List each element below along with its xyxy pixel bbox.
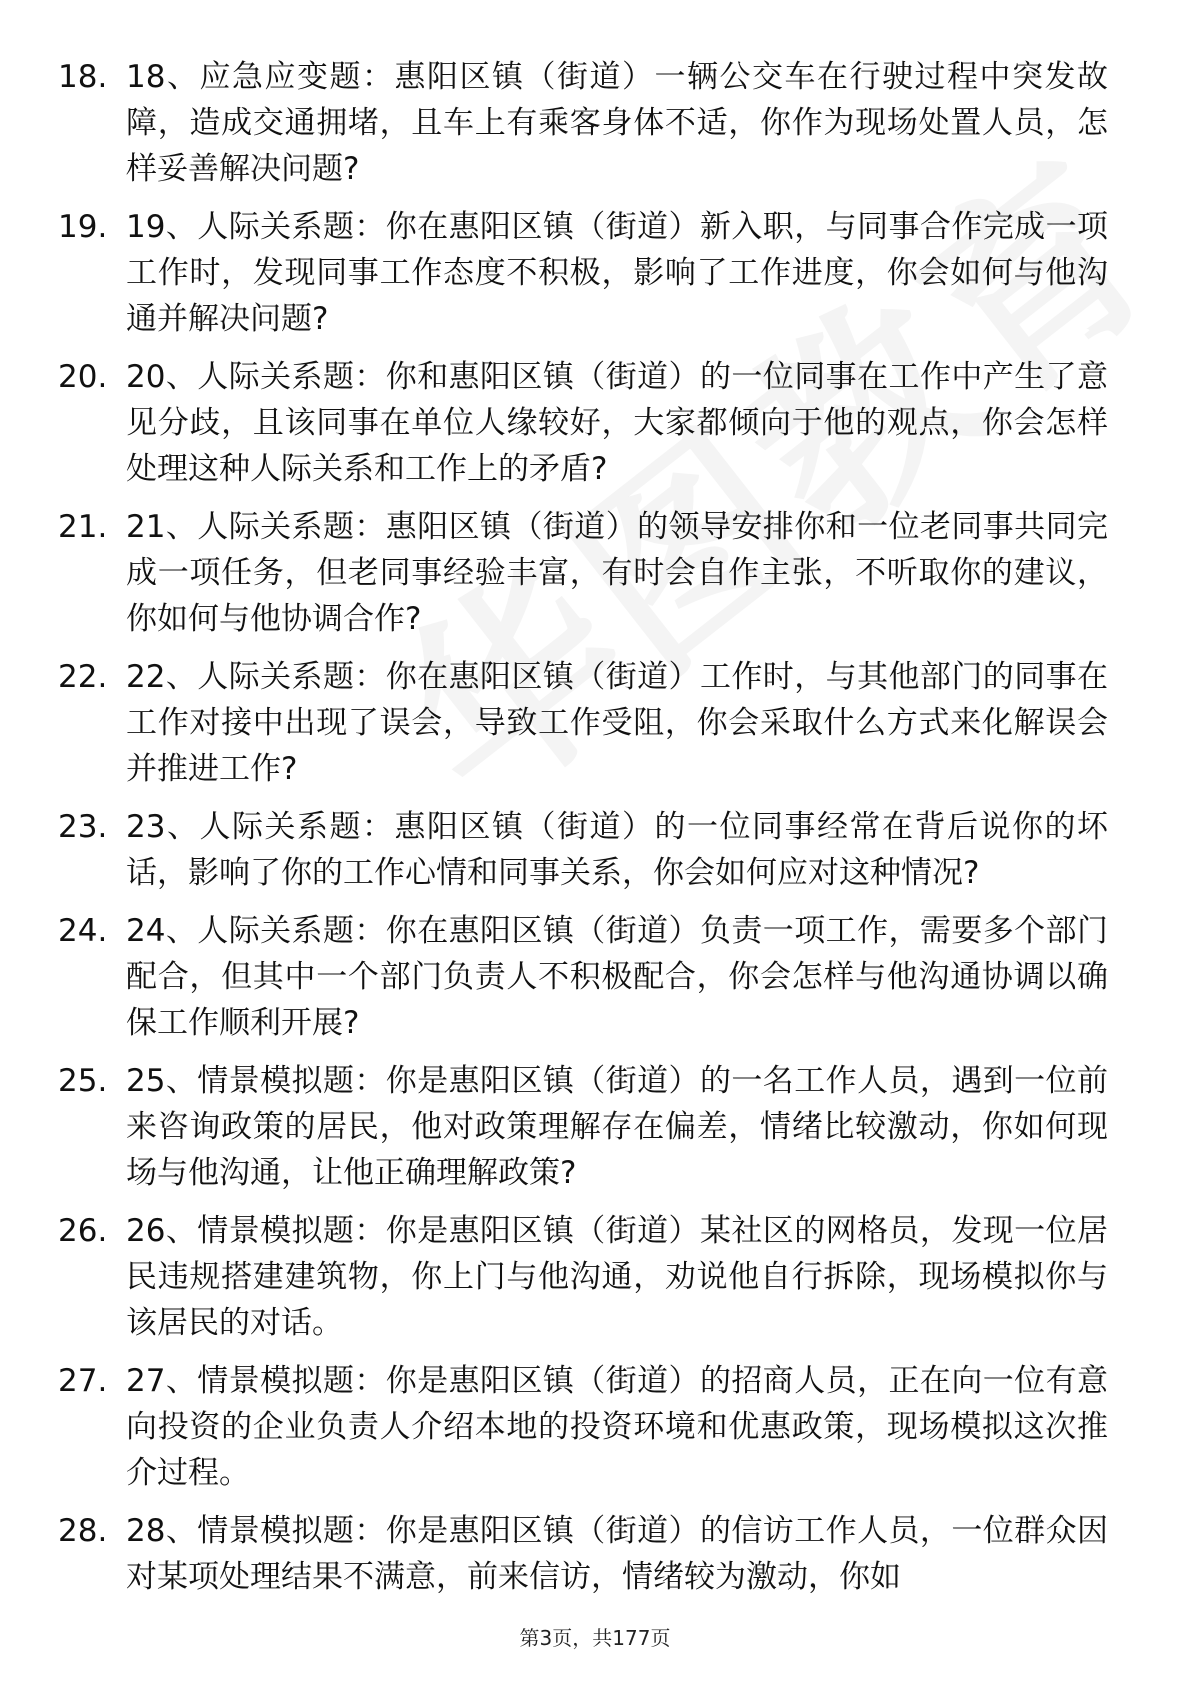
question-item: [58, 804, 1108, 896]
question-item: [58, 1358, 1108, 1496]
question-number: 23.: [58, 809, 108, 845]
question-text: 20、人际关系题：你和惠阳区镇（街道）的一位同事在工作中产生了意见分歧，且该同事在单位人缘较好，大家都倾向于他的观点，你会怎样处理这种人际关系和工作上的矛盾?: [126, 359, 1108, 487]
question-number: 25.: [58, 1063, 108, 1099]
question-number: 18.: [58, 59, 108, 95]
question-item: [58, 1058, 1108, 1196]
question-text: 18、应急应变题：惠阳区镇（街道）一辆公交车在行驶过程中突发故障，造成交通拥堵，且车上有乘客身体不适，你作为现场处置人员，怎样妥善解决问题?: [126, 59, 1108, 187]
question-number: 24.: [58, 913, 108, 949]
question-item: [58, 354, 1108, 492]
question-number: 28.: [58, 1513, 108, 1549]
question-number: 20.: [58, 359, 108, 395]
question-item: [58, 908, 1108, 1046]
question-text: 25、情景模拟题：你是惠阳区镇（街道）的一名工作人员，遇到一位前来咨询政策的居民，他对政策理解存在偏差，情绪比较激动，你如何现场与他沟通，让他正确理解政策?: [126, 1063, 1108, 1191]
question-item: [58, 1208, 1108, 1346]
question-item: [58, 204, 1108, 342]
question-text: 22、人际关系题：你在惠阳区镇（街道）工作时，与其他部门的同事在工作对接中出现了误会，导致工作受阻，你会采取什么方式来化解误会并推进工作?: [126, 659, 1108, 787]
question-text: 28、情景模拟题：你是惠阳区镇（街道）的信访工作人员，一位群众因对某项处理结果不满意，前来信访，情绪较为激动，你如: [126, 1513, 1108, 1595]
question-number: 21.: [58, 509, 108, 545]
question-number: 26.: [58, 1213, 108, 1249]
page-footer: 第3页，共177页: [519, 1626, 671, 1650]
question-item: [58, 54, 1108, 192]
question-item: [58, 654, 1108, 792]
question-number: 19.: [58, 209, 108, 245]
question-text: 24、人际关系题：你在惠阳区镇（街道）负责一项工作，需要多个部门配合，但其中一个部门负责人不积极配合，你会怎样与他沟通协调以确保工作顺利开展?: [126, 913, 1108, 1041]
question-number: 22.: [58, 659, 108, 695]
question-item: [58, 504, 1108, 642]
question-text: 23、人际关系题：惠阳区镇（街道）的一位同事经常在背后说你的坏话，影响了你的工作心情和同事关系，你会如何应对这种情况?: [126, 809, 1108, 891]
question-number: 27.: [58, 1363, 108, 1399]
question-list: [58, 54, 1108, 1612]
question-text: 19、人际关系题：你在惠阳区镇（街道）新入职，与同事合作完成一项工作时，发现同事工作态度不积极，影响了工作进度，你会如何与他沟通并解决问题?: [126, 209, 1108, 337]
question-text: 26、情景模拟题：你是惠阳区镇（街道）某社区的网格员，发现一位居民违规搭建建筑物，你上门与他沟通，劝说他自行拆除，现场模拟你与该居民的对话。: [126, 1213, 1108, 1341]
question-text: 27、情景模拟题：你是惠阳区镇（街道）的招商人员，正在向一位有意向投资的企业负责人介绍本地的投资环境和优惠政策，现场模拟这次推介过程。: [126, 1363, 1108, 1491]
question-item: [58, 1508, 1108, 1600]
question-text: 21、人际关系题：惠阳区镇（街道）的领导安排你和一位老同事共同完成一项任务，但老同事经验丰富，有时会自作主张，不听取你的建议，你如何与他协调合作?: [126, 509, 1108, 637]
